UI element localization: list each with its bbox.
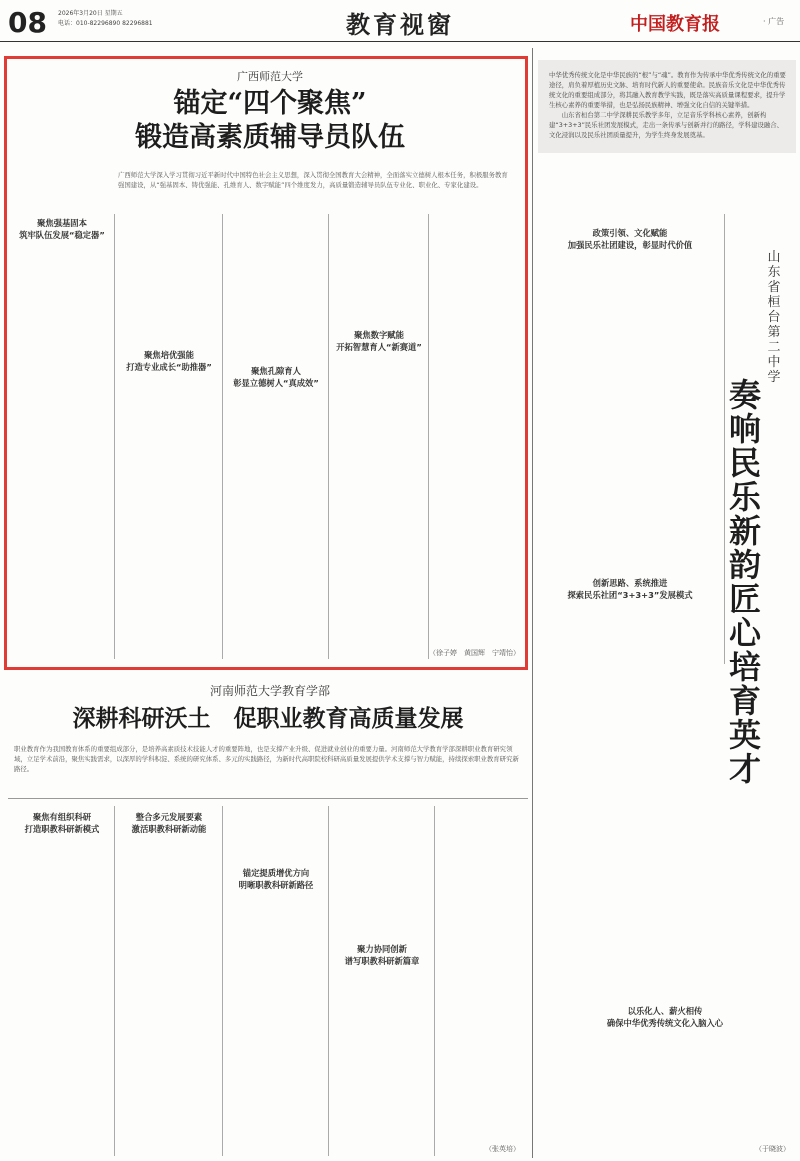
article-sd-school: 山东省桓台第二中学: [767, 250, 781, 385]
issue-meta: [58, 9, 153, 29]
article-hn-heading-3: 锚定提质增优方向 明晰职教科研新路径: [238, 868, 314, 890]
article-gx-heading-3: 聚焦孔隙育人 彰显立德树人“真成效”: [233, 366, 319, 388]
article-sd-heading-2: 创新思路、系统推进 探索民乐社团“3+3+3”发展模式: [567, 578, 693, 600]
article-gx-lede: 广西师范大学深入学习贯彻习近平新时代中国特色社会主义思想，深入贯彻全国教育大会精神，全面落实立德树人根本任务，积极服务教育强国建设，从“强基固本、铸优强能、孔维育人、数字赋能”四个维度发力，高质量锻造辅导员队伍专业化、职业化、专家化建设。: [118, 171, 508, 189]
article-gx-heading-1: 聚焦强基固本 筑牢队伍发展“稳定器”: [19, 218, 105, 240]
page-number: 08: [8, 6, 47, 39]
article-sd-heading-1: 政策引领、文化赋能 加强民乐社团建设，彰显时代价值: [567, 228, 693, 250]
article-hn-heading-4: 聚力协同创新 谱写职教科研新篇章: [344, 944, 420, 966]
article-gx-body-3: [0, 980, 96, 1161]
article-hn-byline: （张英培）: [485, 1145, 520, 1153]
issue-date: 2026年3月20日 星期五: [58, 10, 123, 17]
article-hn-heading-2: 整合多元发展要素 激活职教科研新动能: [131, 812, 207, 834]
section-title: 教育视窗: [346, 10, 454, 39]
newspaper-logo: 中国教育报: [630, 14, 720, 35]
issue-contact: 电话：010-82296890 82296881: [58, 20, 153, 27]
article-gx-body-2b: [0, 820, 96, 980]
article-gx-title-line2: 锻造高素质辅导员队伍: [135, 122, 405, 153]
page-header: [0, 0, 800, 42]
article-gx-byline: （徐子婷 黄国辉 宁靖怡）: [429, 649, 520, 657]
article-hn-heading-1: 聚焦有组织科研 打造职教科研新模式: [24, 812, 100, 834]
article-gx-heading-2: 聚焦培优强能 打造专业成长“助推器”: [126, 350, 212, 372]
article-hn-lede: 职业教育作为我国教育体系的重要组成部分，是培养高素质技术技能人才的重要阵地，也是支撑产业升级、促进就业创业的重要力量。河南师范大学教育学部深耕职业教育研究领域，立足学术前沿，聚焦实践需求，以深厚的学科积淀、系统的研究体系、多元的实践路径，为新时代高职院校科研高质量发展提供学术支撑与智力赋能，持续探索职业教育研究新路径。: [14, 745, 519, 773]
article-gx-kicker: 广西师范大学: [237, 70, 303, 83]
article-sd-heading-3: 以乐化人、薪火相传 确保中华优秀传统文化入脑入心: [606, 1006, 724, 1028]
article-hn-title: 深耕科研沃土 促职业教育高质量发展: [72, 705, 464, 732]
article-sd-title: 奏响民乐新韵 匠心培育英才: [728, 376, 794, 788]
article-sd-intro: 中华优秀传统文化是中华民族的“根”与“魂”。教育作为传承中华优秀传统文化的重要途径，肩负着厚植历史文脉、培育时代新人的重要使命。民族音乐文化是中华优秀传统文化的重要组成部分，将其融入教育教学实践，既是落实高质量课程要求，提升学生核心素养的重要举措，也是弘扬民族精神、增强文化自信的关键举措。 山东省桓台第二中学深耕民乐教学多年，立足音乐学科核心素养，创新构建“3+3+3”民乐社团发展模式，走出一条传承与创新并行的路径，学科建设融合、文化浸润以及民乐社团质量提升，为学生终身发展奠基。: [549, 71, 786, 139]
article-gx-heading-4: 聚焦数字赋能 开拓智慧育人“新赛道”: [336, 330, 422, 352]
ad-tag: · 广告: [763, 17, 785, 26]
article-hn-kicker: 河南师范大学教育学部: [209, 684, 330, 698]
article-sd-byline: （于晓波）: [755, 1145, 790, 1153]
article-gx-title-line1: 锚定“四个聚焦”: [173, 88, 367, 119]
